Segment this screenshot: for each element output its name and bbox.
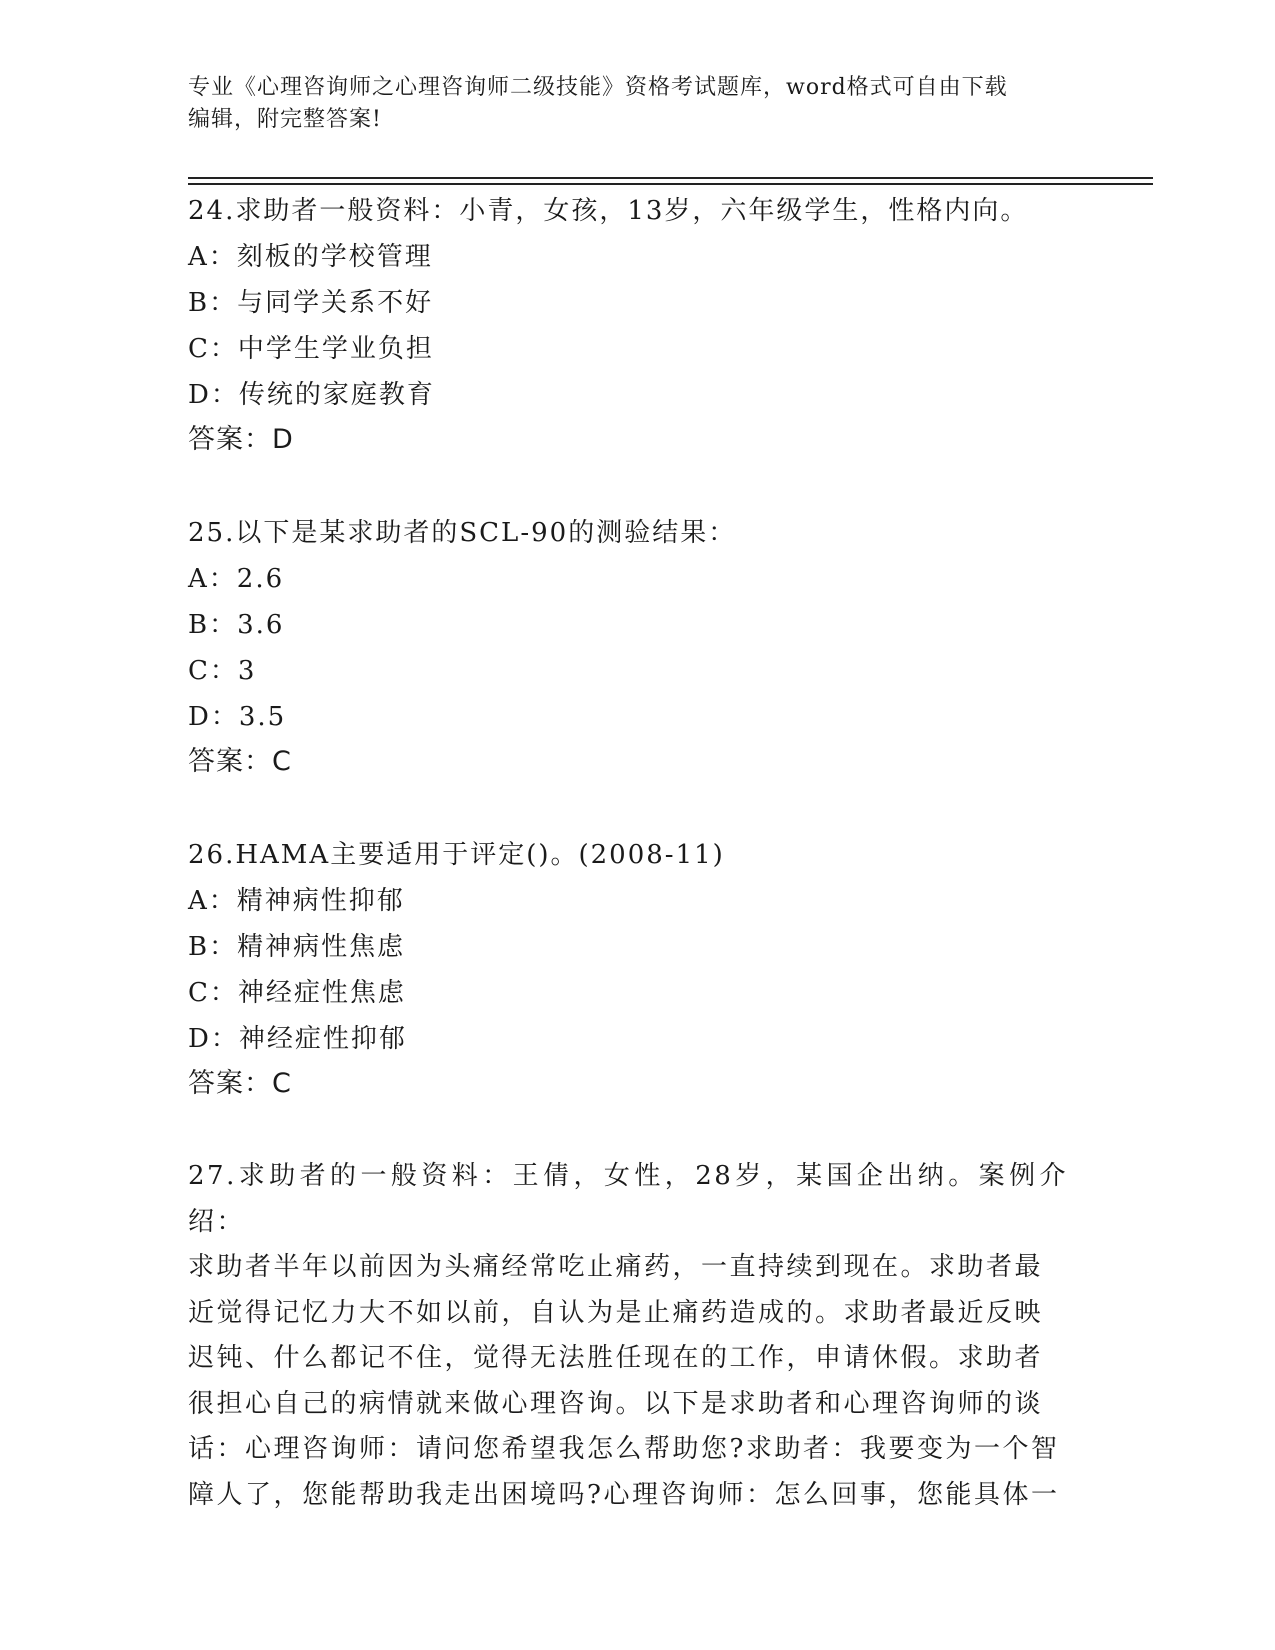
question-26 [188,832,1068,1106]
option-c: C：中学生学业负担 [188,334,434,364]
question-27 [188,1154,1068,1518]
question-27-line-7: 障人了，您能帮助我走出困境吗?心理咨询师：怎么回事，您能具体一 [188,1479,1060,1510]
option-d: D：神经症性抑郁 [188,1024,407,1054]
question-27-line-1: 27.求助者的一般资料：王倩，女性，28岁，某国企出纳。案例介绍： [188,1161,1068,1237]
question-27-line-2: 求助者半年以前因为头痛经常吃止痛药，一直持续到现在。求助者最 [188,1252,1044,1282]
option-a: A：刻板的学校管理 [188,242,433,272]
question-27-line-5: 很担心自己的病情就来做心理咨询。以下是求助者和心理咨询师的谈 [188,1388,1044,1419]
header-line-2: 编辑，附完整答案! [188,107,382,132]
option-b: B：3.6 [188,610,285,640]
option-list [188,556,1068,740]
header-divider-bottom [188,183,1153,185]
option-a: A：精神病性抑郁 [188,886,405,916]
header-line-1: 专业《心理咨询师之心理咨询师二级技能》资格考试题库，word格式可自由下载 [188,75,1008,100]
option-b: B：精神病性焦虑 [188,932,406,962]
option-a: A：2.6 [188,564,285,594]
question-stem: 26.HAMA主要适用于评定()。(2008-11) [188,840,725,870]
answer-line: 答案：C [188,1068,292,1099]
question-27-line-3: 近觉得记忆力大不如以前，自认为是止痛药造成的。求助者最近反映 [188,1297,1044,1328]
option-d: D：传统的家庭教育 [188,380,435,410]
option-b: B：与同学关系不好 [188,288,434,318]
document-header [188,72,1068,136]
option-c: C：3 [188,656,257,686]
header-divider-top [188,177,1153,179]
answer-line: 答案：C [188,746,292,777]
option-list [188,234,1068,418]
question-list [188,188,1068,1566]
option-list [188,878,1068,1062]
question-stem: 25.以下是某求助者的SCL-90的测验结果： [188,518,737,548]
option-d: D：3.5 [188,702,287,732]
question-27-line-6: 话：心理咨询师：请问您希望我怎么帮助您?求助者：我要变为一个智 [188,1434,1060,1464]
question-24 [188,188,1068,462]
answer-line: 答案：D [188,424,294,455]
question-stem: 24.求助者一般资料：小青，女孩，13岁，六年级学生，性格内向。 [188,196,1029,226]
question-25 [188,510,1068,784]
option-c: C：神经症性焦虑 [188,978,406,1008]
question-27-line-4: 迟钝、什么都记不住，觉得无法胜任现在的工作，申请休假。求助者 [188,1343,1044,1373]
